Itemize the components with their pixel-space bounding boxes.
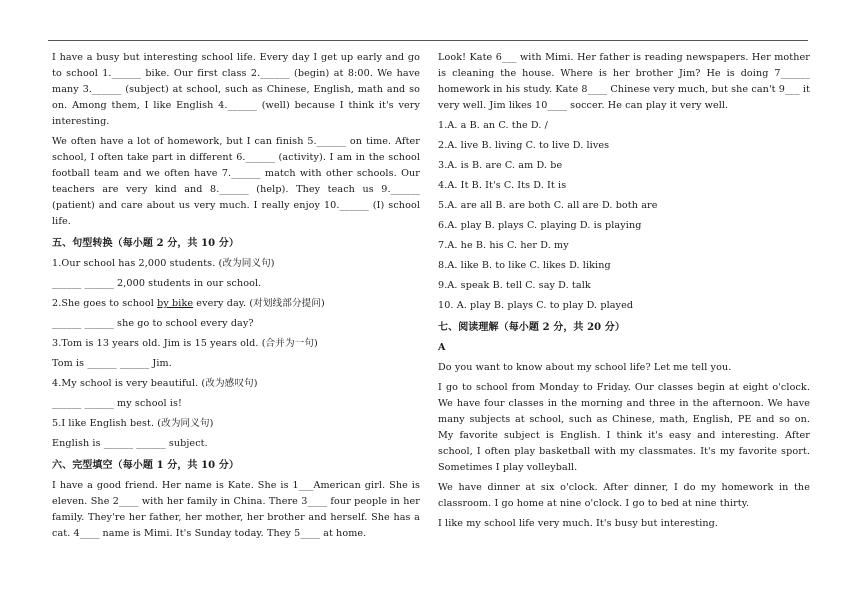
s5-answer-1: ______ ______ 2,000 students in our school. bbox=[52, 278, 262, 289]
cloze-option-6: 6.A. play B. plays C. playing D. is playing bbox=[438, 220, 642, 231]
section7-title: 七、阅读理解（每小题 2 分，共 20 分） bbox=[438, 322, 625, 333]
cloze-option-2: 2.A. live B. living C. to live D. lives bbox=[438, 140, 610, 151]
cloze-option-9: 9.A. speak B. tell C. say D. talk bbox=[438, 280, 591, 291]
reading-para-3: We have dinner at six o'clock. After dinner, I do my homework in the classroom. I go home at nine o'clock. I go to bed at nine thirty. bbox=[438, 482, 810, 509]
s5-q2-text: 2.She goes to school bbox=[52, 298, 158, 309]
s5-answer-4: ______ ______ my school is! bbox=[52, 398, 182, 409]
reading-para-2: I go to school from Monday to Friday. Our classes begin at eight o'clock. We have four classes in the morning and three in the afternoon. We have many subjects at school, such as Chinese, math, English, PE and so on. My favorite subject is English. I think it's easy and interesting. After school, I often play basketball with my classmates. It's my favorite sport. Sometimes I play volleyball. bbox=[438, 382, 810, 473]
cloze-option-8: 8.A. like B. to like C. likes D. liking bbox=[438, 260, 611, 271]
section6-title: 六、完型填空（每小题 1 分，共 10 分） bbox=[52, 460, 239, 471]
section5-title: 五、句型转换（每小题 2 分，共 10 分） bbox=[52, 238, 239, 249]
left-column bbox=[52, 50, 420, 546]
passage1-para2: We often have a lot of homework, but I can finish 5.______ on time. After school, I often take part in different 6.______ (activity). I am in the school football team and we often have 7.______ match with other schools. Our teachers are very kind and 8.______ (help). They teach us 9.______ (patient) and care about us very much. I really enjoy 10.______ (I) school life. bbox=[52, 136, 420, 227]
s5-q2-tail: every day. (对划线部分提问) bbox=[193, 298, 325, 309]
s5-q2-underlined: by bike bbox=[157, 298, 194, 309]
s5-answer-2: ______ ______ she go to school every day? bbox=[52, 318, 254, 329]
cloze-option-4: 4.A. It B. It's C. Its D. It is bbox=[438, 180, 567, 191]
cloze-option-10: 10. A. play B. plays C. to play D. played bbox=[438, 300, 634, 311]
s5-answer-5: English is ______ ______ subject. bbox=[52, 438, 208, 449]
right-column bbox=[438, 50, 810, 536]
cloze-passage: I have a good friend. Her name is Kate. She is 1___American girl. She is eleven. She 2____ with her family in China. There 3____ four people in her family. They're her father, her mother, her brother and herself. She has a cat. 4____ name is Mimi. It's Sunday today. They 5____ at home. bbox=[52, 480, 420, 539]
reading-para-4: I like my school life very much. It's busy but interesting. bbox=[438, 518, 719, 529]
s5-question-1: 1.Our school has 2,000 students. (改为同义句) bbox=[52, 258, 275, 269]
cloze-passage-continued: Look! Kate 6___ with Mimi. Her father is reading newspapers. Her mother is cleaning the house. Where is her brother Jim? He is doing 7______ homework in his study. Kate 8____ Chinese very much, but she can't 9___ it very well. Jim likes 10____ soccer. He can play it very well. bbox=[438, 52, 810, 111]
passage1-para1: I have a busy but interesting school life. Every day I get up early and go to school 1.______ bike. Our first class 2.______ (begin) at 8:00. We have many 3.______ (subject) at school, such as Chinese, English, math and so on. Among them, I like English 4.______ (well) because I think it's very interesting. bbox=[52, 52, 420, 127]
cloze-option-3: 3.A. is B. are C. am D. be bbox=[438, 160, 563, 171]
s5-answer-3: Tom is ______ ______ Jim. bbox=[52, 358, 172, 369]
s5-question-5: 5.I like English best. (改为同义句) bbox=[52, 418, 214, 429]
s5-question-4: 4.My school is very beautiful. (改为感叹句) bbox=[52, 378, 258, 389]
top-divider bbox=[48, 40, 808, 41]
cloze-option-5: 5.A. are all B. are both C. all are D. both are bbox=[438, 200, 658, 211]
cloze-option-1: 1.A. a B. an C. the D. / bbox=[438, 120, 548, 131]
cloze-option-7: 7.A. he B. his C. her D. my bbox=[438, 240, 569, 251]
reading-para-1: Do you want to know about my school life? Let me tell you. bbox=[438, 362, 732, 373]
reading-part-label: A bbox=[438, 342, 446, 353]
s5-question-2 bbox=[52, 296, 420, 312]
s5-question-3: 3.Tom is 13 years old. Jim is 15 years old. (合并为一句) bbox=[52, 338, 318, 349]
